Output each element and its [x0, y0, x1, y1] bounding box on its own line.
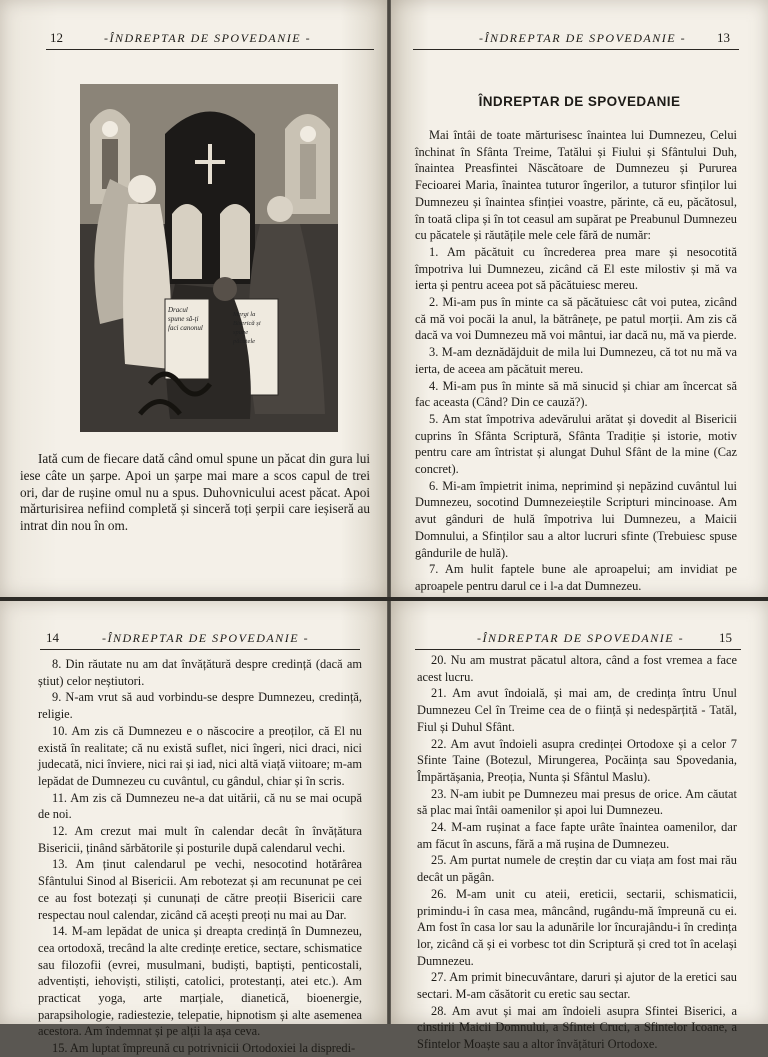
running-title: -ÎNDREPTAR DE SPOVEDANIE - [477, 631, 685, 645]
paragraph: 5. Am stat împotriva adevărului arătat și dovedit al Bisericii cuprins în Sfânta Scriptură, Sfânta Tradiție și istorie, motiv pentru care am întristat și alungat Duhul Sfânt de la mine (Caz concret). [415, 411, 737, 477]
paragraph: 28. Am avut și mai am îndoieli asupra Sfintei Biserici, a cinstirii Maicii Domnului, a Sfintei Cruci, a Sfintelor Icoane, a Sfintelor Moaște sau a altor învățături Ortodoxe. [417, 1003, 737, 1052]
paragraph: 1. Am păcătuit cu încrederea prea mare și nesocotită împotriva lui Dumnezeu, zicând că El este milostiv și mă va ierta și pentru aceea pot să păcătuiesc mereu. [415, 244, 737, 293]
running-title: -ÎNDREPTAR DE SPOVEDANIE - [104, 31, 312, 45]
paragraph: 26. M-am unit cu ateii, ereticii, sectarii, schismaticii, primindu-i în casa mea, mâncând, rugându-mă împreună cu ei. Am fost în casa lor sau la adunările lor încurajându-i în credința lor, zicând că și ei vorbesc tot din Scriptură și cred tot în același Dumnezeu. [417, 886, 737, 968]
paragraph: 14. M-am lepădat de unica și dreapta credință în Dumnezeu, cea ortodoxă, trecând la alte credințe eretice, sectare, schismatice sau filozofii (evrei, musulmani, budiști, baptiști, penticostali, adventiști, iehoviști, stiliști, catolici, protestanți, atei etc.). Am practicat yoga, arte marțiale, dianetică, bioenergie, parapsihologie, radiestezie, telepatie, hipnotism și alte asemenea acestora. Am îndemnat și pe alții la așa ceva. [38, 924, 362, 1039]
page-12 [0, 0, 387, 598]
paragraph: 21. Am avut îndoială, și mai am, de credința întru Unul Dumnezeu Cel în Treime cea de o ființă și nedespărțită - Tatăl, Fiul și Duhul Sfânt. [417, 686, 737, 734]
running-title: -ÎNDREPTAR DE SPOVEDANIE - [479, 31, 687, 45]
running-title: -ÎNDREPTAR DE SPOVEDANIE - [102, 631, 310, 645]
paragraph: 10. Am zis că Dumnezeu e o născocire a preoților, că El nu există în realitate; că nu există suflet, nici îngeri, nici draci, nici judecată, nici înviere, nici rai și iad, nici altă viață viitoare; m-am lepădat de Dumnezeu cu cuvântul, cu gândul, chiar și în scris. [38, 723, 362, 788]
page-13 [391, 0, 768, 598]
paragraph: Mai întâi de toate mărturisesc înaintea lui Dumnezeu, Celui închinat în Sfânta Treime, Tatălui și Fiului și Sfântului Duh, înaintea Preasfintei Născătoare de Dumnezeu și Pururea Fecioarei Maria, înaintea tuturor îngerilor, a tuturor sfinților lui Dumnezeu și înaintea sfinției voastre, părinte, că eu, păcătosul, în toată clipa și în tot ceasul am supărat pe Preabunul Dumnezeu cu păcatele și răutățile mele cele fără de număr: [415, 128, 737, 243]
paragraph: 3. M-am deznădăjduit de mila lui Dumnezeu, că tot nu mă va ierta, de aceea am păcătuit mereu. [415, 345, 737, 376]
header-rule [415, 649, 741, 650]
svg-text:Mergi laBiserică șispunepăcate: Mergi la Biserică și spune păcatele [233, 311, 261, 345]
paragraph: 15. Am luptat împreună cu potrivnicii Ortodoxiei la dispredi- [52, 1041, 356, 1056]
page-15-text [417, 652, 737, 1053]
chapter-title: ÎNDREPTAR DE SPOVEDANIE [478, 94, 681, 109]
paragraph: 8. Din răutate nu am dat învățătură despre credință (dacă am știut) celor neștiutori. [38, 657, 362, 688]
paragraph: 24. M-am rușinat a face fapte urâte înaintea oamenilor, dar am făcut în ascuns, fără a mă rușina de Dumnezeu. [417, 820, 737, 851]
paragraph: 11. Am zis că Dumnezeu ne-a dat uitării, că nu se mai ocupă de noi. [38, 790, 362, 822]
confession-illustration [80, 84, 338, 432]
page-header [0, 628, 387, 648]
scan-divider [0, 597, 768, 601]
page-number: 15 [719, 630, 732, 645]
paragraph: 25. Am purtat numele de creștin dar cu viața am fost mai rău decât un păgân. [417, 853, 737, 885]
header-rule [413, 49, 739, 50]
page-header [0, 28, 387, 48]
paragraph: 12. Am crezut mai mult în calendar decât în învățătura Bisericii, ținând sărbătorile și posturile după calendarul vechi. [38, 824, 362, 855]
page-14-text [38, 656, 362, 1057]
paragraph: 13. Am ținut calendarul pe vechi, nesocotind hotărârea Sfântului Sinod al Bisericii. Am rebotezat și am recununat pe cei ce au fost botezați și cununați de către preoții Bisericii care respectau noul calendar, zicând că acești preoți nu mai au Dar. [38, 857, 362, 922]
paragraph: 23. N-am iubit pe Dumnezeu mai presus de orice. Am căutat să plac mai întâi oamenilor și apoi lui Dumnezeu. [417, 786, 737, 818]
caption-text: Iată cum de fiecare dată când omul spune un păcat din gura lui iese câte un șarpe. Apoi un șarpe mai mare a scos capul de trei ori, dar de rușine omul nu a spus. Duhovnicului acest păcat. Apoi mărturisirea nefiind completă și sinceră toți șerpii care ieșiseră au intrat din nou în om. [20, 451, 370, 534]
page-header [391, 628, 768, 648]
paragraph: 27. Am primit binecuvântare, daruri și ajutor de la eretici sau sectari. M-am căsătorit cu eretic sau sectar. [417, 970, 737, 1002]
paragraph: 6. Mi-am împietrit inima, neprimind și nepăzind cuvântul lui Dumnezeu, socotind Dumnezeieștile Scripturi mincinoase. Am avut gânduri de hulă împotriva lui Dumnezeu, a Maicii Domnului, a Sfinților sau a altor lucruri sfinte (Trebuiesc spuse gândurile de hulă). [415, 478, 737, 560]
paragraph: 4. Mi-am pus în minte să mă sinucid și chiar am încercat să fac aceasta (Când? Din ce cauză?). [415, 378, 737, 410]
paragraph: 9. N-am vrut să aud vorbindu-se despre Dumnezeu, credință, religie. [38, 690, 362, 722]
page-13-text [415, 127, 737, 595]
paragraph: 2. Mi-am pus în minte ca să păcătuiesc cât voi putea, zicând că mă voi pocăi la anul, la bătrânețe, pe patul morții. Am zis că dacă va voi Dumnezeu mă voi mântui, iar dacă nu, mă va pierde. [415, 295, 737, 343]
page-number: 13 [717, 30, 730, 45]
illustration-caption [20, 451, 370, 535]
page-header [391, 28, 768, 48]
header-rule [40, 649, 360, 650]
header-rule [46, 49, 374, 50]
page-number: 14 [46, 630, 59, 645]
page-15 [391, 600, 768, 1052]
page-14 [0, 600, 387, 1056]
paragraph: 22. Am avut îndoieli asupra credinței Ortodoxe și a celor 7 Sfinte Taine (Botezul, Mirungerea, Pocăința sau Spovedania, Împărtășania, Preoția, Nunta și Sfântul Maslu). [417, 736, 737, 784]
page-number: 12 [50, 30, 63, 45]
svg-text:Draculspune să-țifaci canonul: Dracul spune să-ți faci canonul [168, 306, 203, 332]
paragraph: 20. Nu am mustrat păcatul altora, când a fost vremea a face acest lucru. [417, 653, 737, 684]
paragraph: 7. Am hulit faptele bune ale aproapelui; am invidiat pe aproapele pentru darul ce i l-a dat Dumnezeu. [415, 562, 737, 593]
